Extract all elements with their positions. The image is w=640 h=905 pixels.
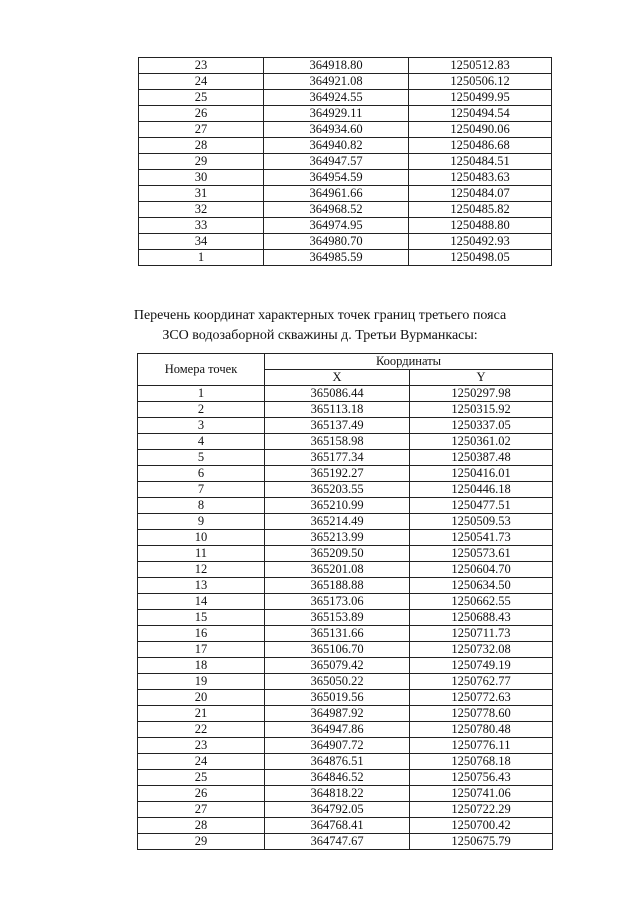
point-number-cell: 26 [138,786,265,802]
table-row [139,138,552,154]
point-number-cell: 11 [138,546,265,562]
point-number-cell: 5 [138,450,265,466]
coordinates-table-third-belt [137,353,553,850]
coordinates-table-continued-body [139,58,552,266]
x-coordinate-cell: 364954.59 [264,170,409,186]
x-coordinate-cell: 365106.70 [265,642,410,658]
x-coordinate-cell: 364987.92 [265,706,410,722]
table-row [138,482,553,498]
table-row [138,514,553,530]
point-number-cell: 32 [139,202,264,218]
point-number-cell: 1 [139,250,264,266]
point-number-cell: 13 [138,578,265,594]
y-coordinate-cell: 1250778.60 [410,706,553,722]
y-coordinate-cell: 1250741.06 [410,786,553,802]
point-number-cell: 29 [138,834,265,850]
point-number-cell: 23 [139,58,264,74]
x-coordinate-cell: 364947.57 [264,154,409,170]
y-coordinate-cell: 1250506.12 [409,74,552,90]
table-caption-line-1: Перечень координат характерных точек границ третьего пояса [133,308,507,323]
x-coordinate-cell: 365201.08 [265,562,410,578]
table-row [139,74,552,90]
x-coordinate-cell: 364929.11 [264,106,409,122]
table-row [138,642,553,658]
x-coordinate-cell: 365192.27 [265,466,410,482]
coordinates-table-continued [138,57,552,266]
table-row [138,738,553,754]
point-number-cell: 22 [138,722,265,738]
x-coordinate-cell: 365137.49 [265,418,410,434]
header-row [138,354,553,370]
table-row [138,722,553,738]
point-number-cell: 8 [138,498,265,514]
y-coordinate-cell: 1250315.92 [410,402,553,418]
point-number-cell: 10 [138,530,265,546]
table-row [139,122,552,138]
point-number-cell: 2 [138,402,265,418]
table-row [139,58,552,74]
x-coordinate-cell: 364747.67 [265,834,410,850]
table-row [138,610,553,626]
y-coordinate-cell: 1250772.63 [410,690,553,706]
table-row [138,434,553,450]
y-coordinate-cell: 1250509.53 [410,514,553,530]
table-row [138,562,553,578]
y-coordinate-cell: 1250387.48 [410,450,553,466]
x-coordinate-cell: 364818.22 [265,786,410,802]
x-coordinate-cell: 365113.18 [265,402,410,418]
y-coordinate-cell: 1250749.19 [410,658,553,674]
coordinates-table-body [138,386,553,850]
x-coordinate-cell: 364918.80 [264,58,409,74]
table-row [138,802,553,818]
y-coordinate-cell: 1250446.18 [410,482,553,498]
y-coordinate-cell: 1250604.70 [410,562,553,578]
point-number-cell: 19 [138,674,265,690]
table-row [138,690,553,706]
point-number-cell: 24 [139,74,264,90]
y-coordinate-cell: 1250416.01 [410,466,553,482]
table-row [139,90,552,106]
y-coordinate-cell: 1250492.93 [409,234,552,250]
table-row [138,402,553,418]
table-row [138,706,553,722]
table-row [138,498,553,514]
table-row [138,386,553,402]
y-coordinate-cell: 1250675.79 [410,834,553,850]
table-row [138,674,553,690]
coordinates-table-header [138,354,553,386]
x-coordinate-cell: 365079.42 [265,658,410,674]
point-number-cell: 12 [138,562,265,578]
table-row [139,106,552,122]
table-row [138,546,553,562]
y-coordinate-cell: 1250732.08 [410,642,553,658]
point-number-cell: 1 [138,386,265,402]
y-coordinate-cell: 1250484.07 [409,186,552,202]
table-row [138,466,553,482]
y-coordinate-cell: 1250485.82 [409,202,552,218]
point-number-cell: 21 [138,706,265,722]
point-number-cell: 20 [138,690,265,706]
point-number-cell: 25 [139,90,264,106]
point-number-cell: 4 [138,434,265,450]
x-coordinate-cell: 365188.88 [265,578,410,594]
table-row [138,626,553,642]
point-number-cell: 31 [139,186,264,202]
y-coordinate-cell: 1250477.51 [410,498,553,514]
table-row [138,418,553,434]
x-coordinate-cell: 364968.52 [264,202,409,218]
y-coordinate-cell: 1250499.95 [409,90,552,106]
y-coordinate-cell: 1250337.05 [410,418,553,434]
point-number-cell: 23 [138,738,265,754]
table-row [139,154,552,170]
x-coordinate-cell: 365210.99 [265,498,410,514]
point-number-cell: 28 [138,818,265,834]
y-coordinate-cell: 1250756.43 [410,770,553,786]
header-y: Y [410,370,553,386]
y-coordinate-cell: 1250776.11 [410,738,553,754]
table-row [139,186,552,202]
x-coordinate-cell: 364980.70 [264,234,409,250]
y-coordinate-cell: 1250711.73 [410,626,553,642]
point-number-cell: 25 [138,770,265,786]
y-coordinate-cell: 1250486.68 [409,138,552,154]
point-number-cell: 16 [138,626,265,642]
point-number-cell: 28 [139,138,264,154]
x-coordinate-cell: 364876.51 [265,754,410,770]
y-coordinate-cell: 1250768.18 [410,754,553,770]
point-number-cell: 15 [138,610,265,626]
point-number-cell: 30 [139,170,264,186]
x-coordinate-cell: 364792.05 [265,802,410,818]
y-coordinate-cell: 1250488.80 [409,218,552,234]
x-coordinate-cell: 364921.08 [264,74,409,90]
point-number-cell: 7 [138,482,265,498]
x-coordinate-cell: 364985.59 [264,250,409,266]
y-coordinate-cell: 1250688.43 [410,610,553,626]
point-number-cell: 9 [138,514,265,530]
y-coordinate-cell: 1250722.29 [410,802,553,818]
x-coordinate-cell: 365173.06 [265,594,410,610]
y-coordinate-cell: 1250498.05 [409,250,552,266]
x-coordinate-cell: 365213.99 [265,530,410,546]
x-coordinate-cell: 365153.89 [265,610,410,626]
point-number-cell: 34 [139,234,264,250]
x-coordinate-cell: 365050.22 [265,674,410,690]
table-row [138,786,553,802]
y-coordinate-cell: 1250762.77 [410,674,553,690]
point-number-cell: 6 [138,466,265,482]
x-coordinate-cell: 364961.66 [264,186,409,202]
y-coordinate-cell: 1250573.61 [410,546,553,562]
x-coordinate-cell: 365177.34 [265,450,410,466]
y-coordinate-cell: 1250780.48 [410,722,553,738]
table-row [138,530,553,546]
table-row [138,594,553,610]
header-point-numbers: Номера точек [138,354,265,386]
x-coordinate-cell: 364924.55 [264,90,409,106]
table-row [138,578,553,594]
x-coordinate-cell: 365214.49 [265,514,410,530]
x-coordinate-cell: 365209.50 [265,546,410,562]
header-x: X [265,370,410,386]
y-coordinate-cell: 1250483.63 [409,170,552,186]
table-row [138,770,553,786]
table-row [139,218,552,234]
table-row [138,754,553,770]
point-number-cell: 27 [138,802,265,818]
point-number-cell: 24 [138,754,265,770]
x-coordinate-cell: 365019.56 [265,690,410,706]
y-coordinate-cell: 1250490.06 [409,122,552,138]
table-row [139,250,552,266]
y-coordinate-cell: 1250361.02 [410,434,553,450]
y-coordinate-cell: 1250512.83 [409,58,552,74]
x-coordinate-cell: 365131.66 [265,626,410,642]
table-row [138,450,553,466]
point-number-cell: 17 [138,642,265,658]
point-number-cell: 27 [139,122,264,138]
x-coordinate-cell: 364974.95 [264,218,409,234]
y-coordinate-cell: 1250541.73 [410,530,553,546]
table-row [138,658,553,674]
table-row [139,170,552,186]
x-coordinate-cell: 364846.52 [265,770,410,786]
x-coordinate-cell: 364947.86 [265,722,410,738]
table-row [138,818,553,834]
point-number-cell: 18 [138,658,265,674]
x-coordinate-cell: 364907.72 [265,738,410,754]
x-coordinate-cell: 365203.55 [265,482,410,498]
point-number-cell: 14 [138,594,265,610]
point-number-cell: 26 [139,106,264,122]
point-number-cell: 29 [139,154,264,170]
x-coordinate-cell: 365086.44 [265,386,410,402]
y-coordinate-cell: 1250634.50 [410,578,553,594]
y-coordinate-cell: 1250700.42 [410,818,553,834]
x-coordinate-cell: 365158.98 [265,434,410,450]
x-coordinate-cell: 364940.82 [264,138,409,154]
table-row [139,202,552,218]
x-coordinate-cell: 364934.60 [264,122,409,138]
point-number-cell: 3 [138,418,265,434]
y-coordinate-cell: 1250662.55 [410,594,553,610]
table-caption-line-2: ЗСО водозаборной скважины д. Третьи Вурманкасы: [162,328,478,343]
y-coordinate-cell: 1250484.51 [409,154,552,170]
y-coordinate-cell: 1250494.54 [409,106,552,122]
point-number-cell: 33 [139,218,264,234]
header-coordinates: Координаты [265,354,553,370]
table-row [138,834,553,850]
y-coordinate-cell: 1250297.98 [410,386,553,402]
x-coordinate-cell: 364768.41 [265,818,410,834]
table-row [139,234,552,250]
